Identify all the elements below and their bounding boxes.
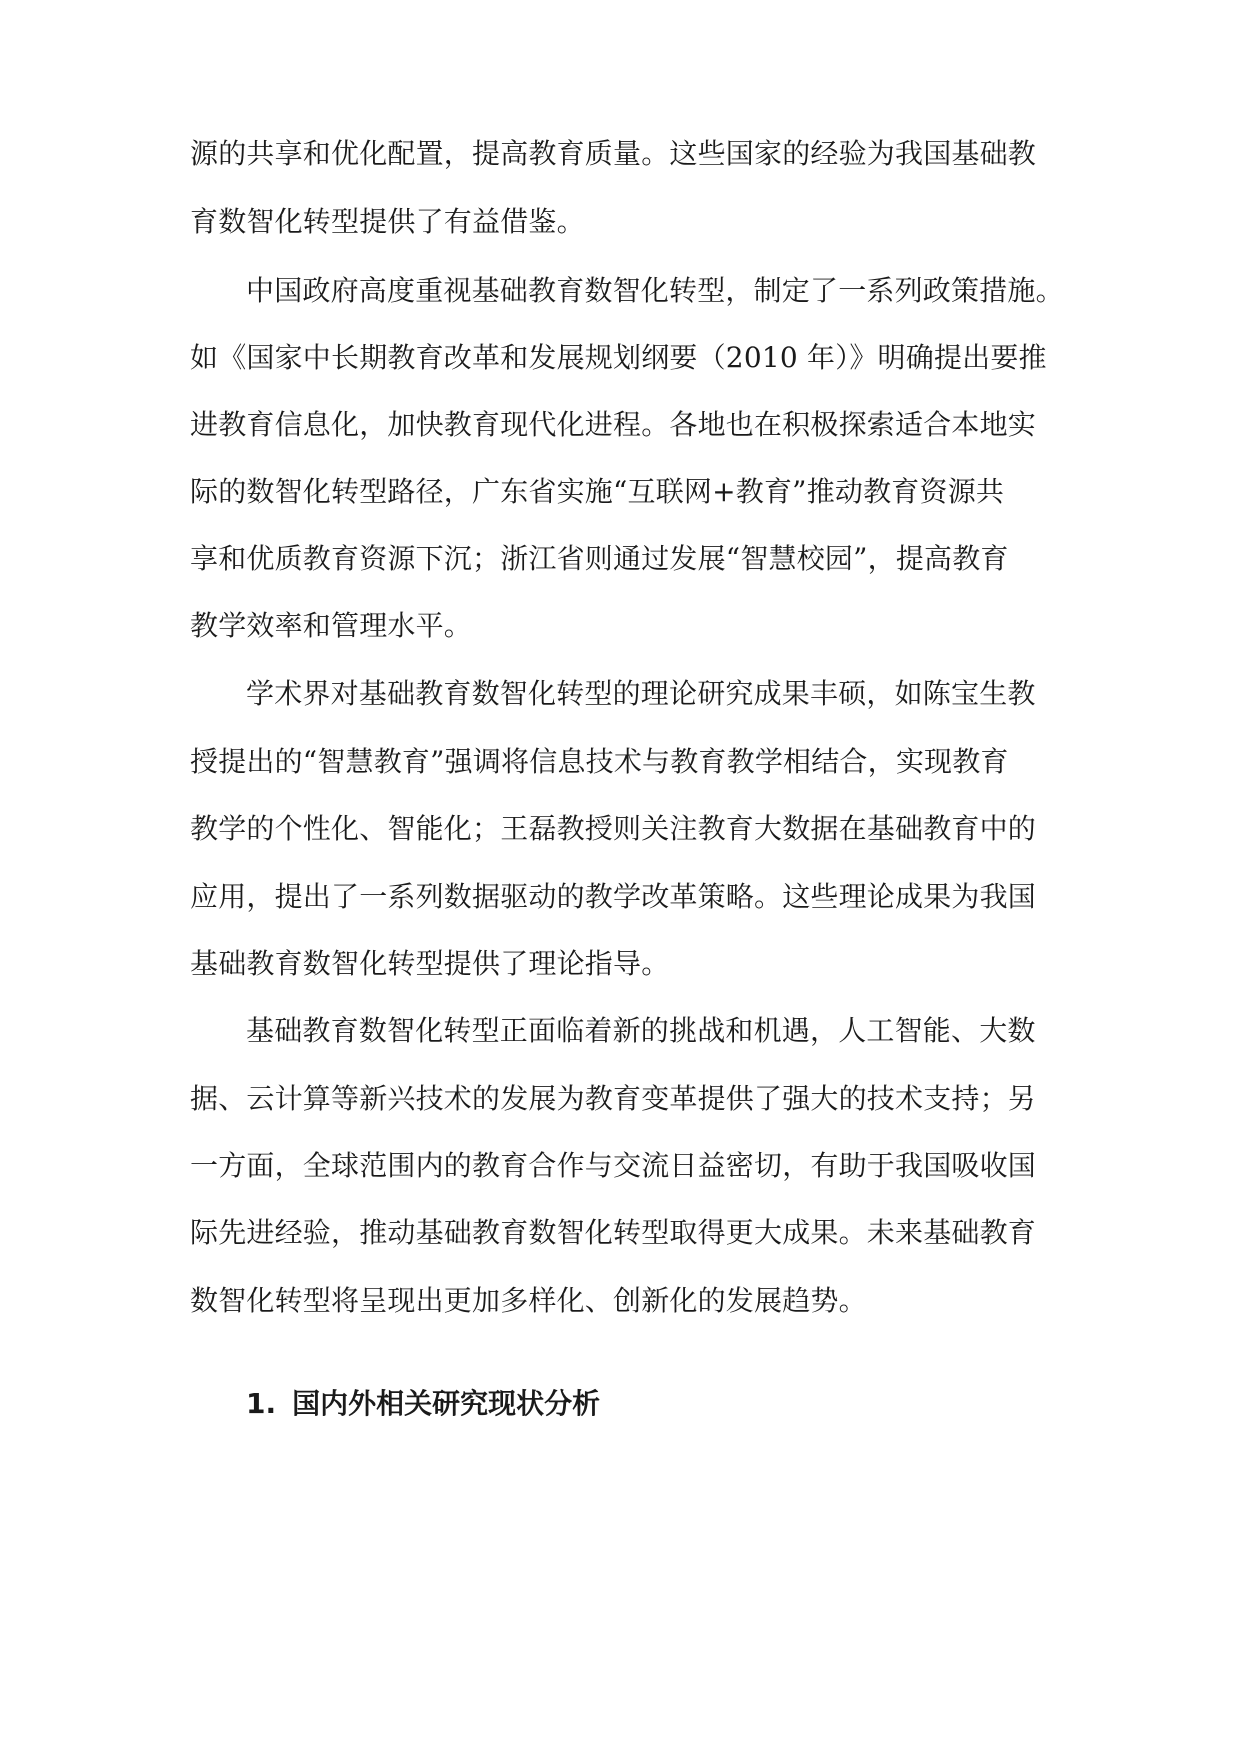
paragraph-1-line-2: 育数智化转型提供了有益借鉴。 bbox=[190, 205, 585, 238]
paragraph-3-line-1: 学术界对基础教育数智化转型的理论研究成果丰硕，如陈宝生教 bbox=[246, 677, 1036, 710]
section-heading bbox=[246, 1384, 600, 1424]
paragraph-4-line-3: 一方面，全球范围内的教育合作与交流日益密切，有助于我国吸收国 bbox=[190, 1149, 1037, 1182]
paragraph-2-line-3: 进教育信息化，加快教育现代化进程。各地也在积极探索适合本地实 bbox=[190, 408, 1037, 441]
paragraph-4-line-5: 数智化转型将呈现出更加多样化、创新化的发展趋势。 bbox=[190, 1284, 867, 1317]
paragraph-2-line-2: 如《国家中长期教育改革和发展规划纲要（2010 年）》明确提出要推 bbox=[190, 341, 1047, 374]
paragraph-2-line-4: 际的数智化转型路径，广东省实施“互联网+教育”推动教育资源共 bbox=[190, 475, 1005, 508]
paragraph-3-line-3: 教学的个性化、智能化；王磊教授则关注教育大数据在基础教育中的 bbox=[190, 812, 1037, 845]
paragraph-3-line-5: 基础教育数智化转型提供了理论指导。 bbox=[190, 947, 670, 980]
paragraph-4-line-4: 际先进经验，推动基础教育数智化转型取得更大成果。未来基础教育 bbox=[190, 1216, 1037, 1249]
paragraph-3-line-2: 授提出的“智慧教育”强调将信息技术与教育教学相结合，实现教育 bbox=[190, 745, 1009, 778]
paragraph-3-line-4: 应用，提出了一系列数据驱动的教学改革策略。这些理论成果为我国 bbox=[190, 880, 1037, 913]
section-heading-number: 1. bbox=[246, 1387, 277, 1420]
paragraph-2-line-6: 教学效率和管理水平。 bbox=[190, 609, 473, 642]
paragraph-2-line-5: 享和优质教育资源下沉；浙江省则通过发展“智慧校园”，提高教育 bbox=[190, 542, 1009, 575]
paragraph-2-line-1: 中国政府高度重视基础教育数智化转型，制定了一系列政策措施。 bbox=[246, 274, 1064, 307]
section-heading-title: 国内外相关研究现状分析 bbox=[292, 1387, 601, 1420]
paragraph-4-line-1: 基础教育数智化转型正面临着新的挑战和机遇，人工智能、大数 bbox=[246, 1014, 1036, 1047]
paragraph-1-line-1: 源的共享和优化配置，提高教育质量。这些国家的经验为我国基础教 bbox=[190, 137, 1037, 170]
paragraph-4-line-2: 据、云计算等新兴技术的发展为教育变革提供了强大的技术支持；另 bbox=[190, 1082, 1037, 1115]
